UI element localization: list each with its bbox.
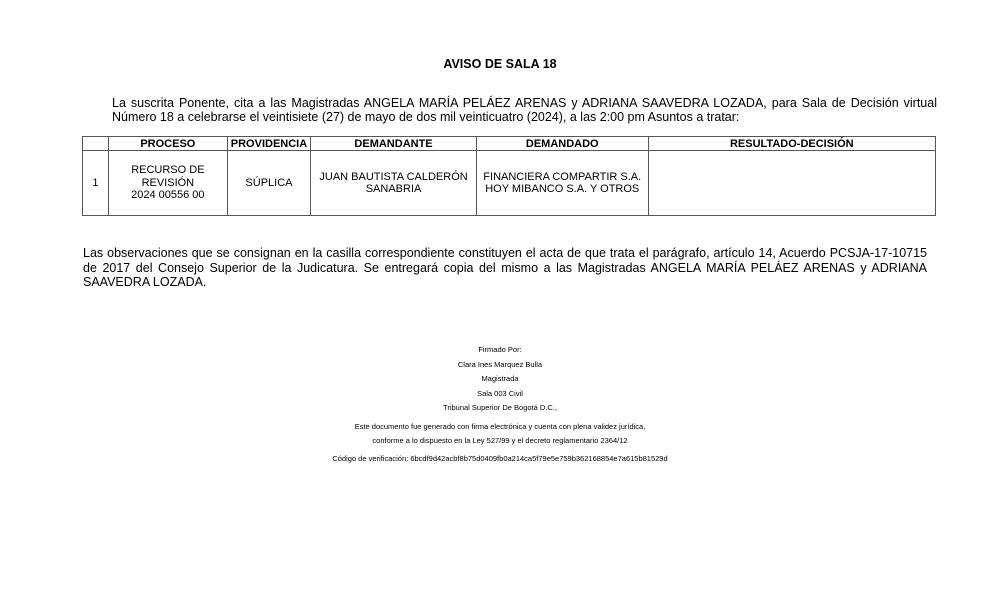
demandado-line: HOY MIBANCO S.A. Y OTROS [485,183,640,195]
cell-proceso [108,151,227,216]
header-proceso: PROCESO [108,137,227,151]
proceso-line: 2024 00556 00 [131,189,205,202]
cell-demandado [476,151,648,216]
verification-code: 6bcdf9d42acbf8b75d0409fb0a214ca5f79e5e759b362168854e7a615b81529d [410,453,668,463]
asuntos-table [82,136,936,216]
signed-by-label: Firmado Por: [478,345,522,354]
legal-line: conforme a lo dispuesto en la Ley 527/99 y el decreto reglamentario 2364/12 [372,435,628,445]
proceso-line: RECURSO DE [131,164,205,177]
cell-providencia: SÚPLICA [227,151,310,216]
demandado-line: FINANCIERA COMPARTIR S.A. [483,170,642,183]
intro-paragraph: La suscrita Ponente, cita a las Magistradas ANGELA MARÍA PELÁEZ ARENAS y ADRIANA SAAVEDRA LOZADA, para Sala de Decisión virtual Número 18 a celebrarse el veintisiete (27) de mayo de dos mil veinticuatro (2024), a las 2:00 pm Asuntos a tratar: [112,96,937,124]
demandante-line: SANABRIA [365,183,422,195]
legal-line: Este documento fue generado con firma electrónica y cuenta con plena validez jurídica, [354,421,646,431]
proceso-line: REVISIÓN [141,176,195,189]
table-row [83,151,936,216]
observaciones-paragraph: Las observaciones que se consignan en la casilla correspondiente constituyen el acta de que trata el parágrafo, artículo 14, Acuerdo PCSJA-17-10715 de 2017 del Consejo Superior de la Judicatura. Se entregará copia del mismo a las Magistradas ANGELA MARÍA PELÁEZ ARENAS y ADRIANA SAAVEDRA LOZADA. [83,246,927,289]
signer-tribunal: Tribunal Superior De Bogotá D.C., [443,403,557,412]
verification-label: Código de verificación: [332,453,409,463]
signature-block [0,343,1000,466]
header-demandado: DEMANDADO [476,137,648,151]
signer-sala: Sala 003 Civil [477,388,523,398]
cell-demandante [311,151,477,216]
header-number [83,137,109,151]
header-resultado-decision: RESULTADO-DECISIÓN [648,137,935,151]
header-providencia: PROVIDENCIA [227,137,310,151]
legal-notice [0,420,1000,448]
table-header-row [83,137,936,151]
demandante-line: JUAN BAUTISTA CALDERÓN [319,170,468,183]
header-demandante: DEMANDANTE [311,137,477,151]
cell-number: 1 [83,151,109,216]
signer-role: Magistrada [481,374,519,383]
verification-line [0,452,1000,467]
signer-name: Clara Ines Marquez Bulla [457,359,543,369]
document-title: AVISO DE SALA 18 [443,57,557,71]
cell-resultado [648,151,935,216]
